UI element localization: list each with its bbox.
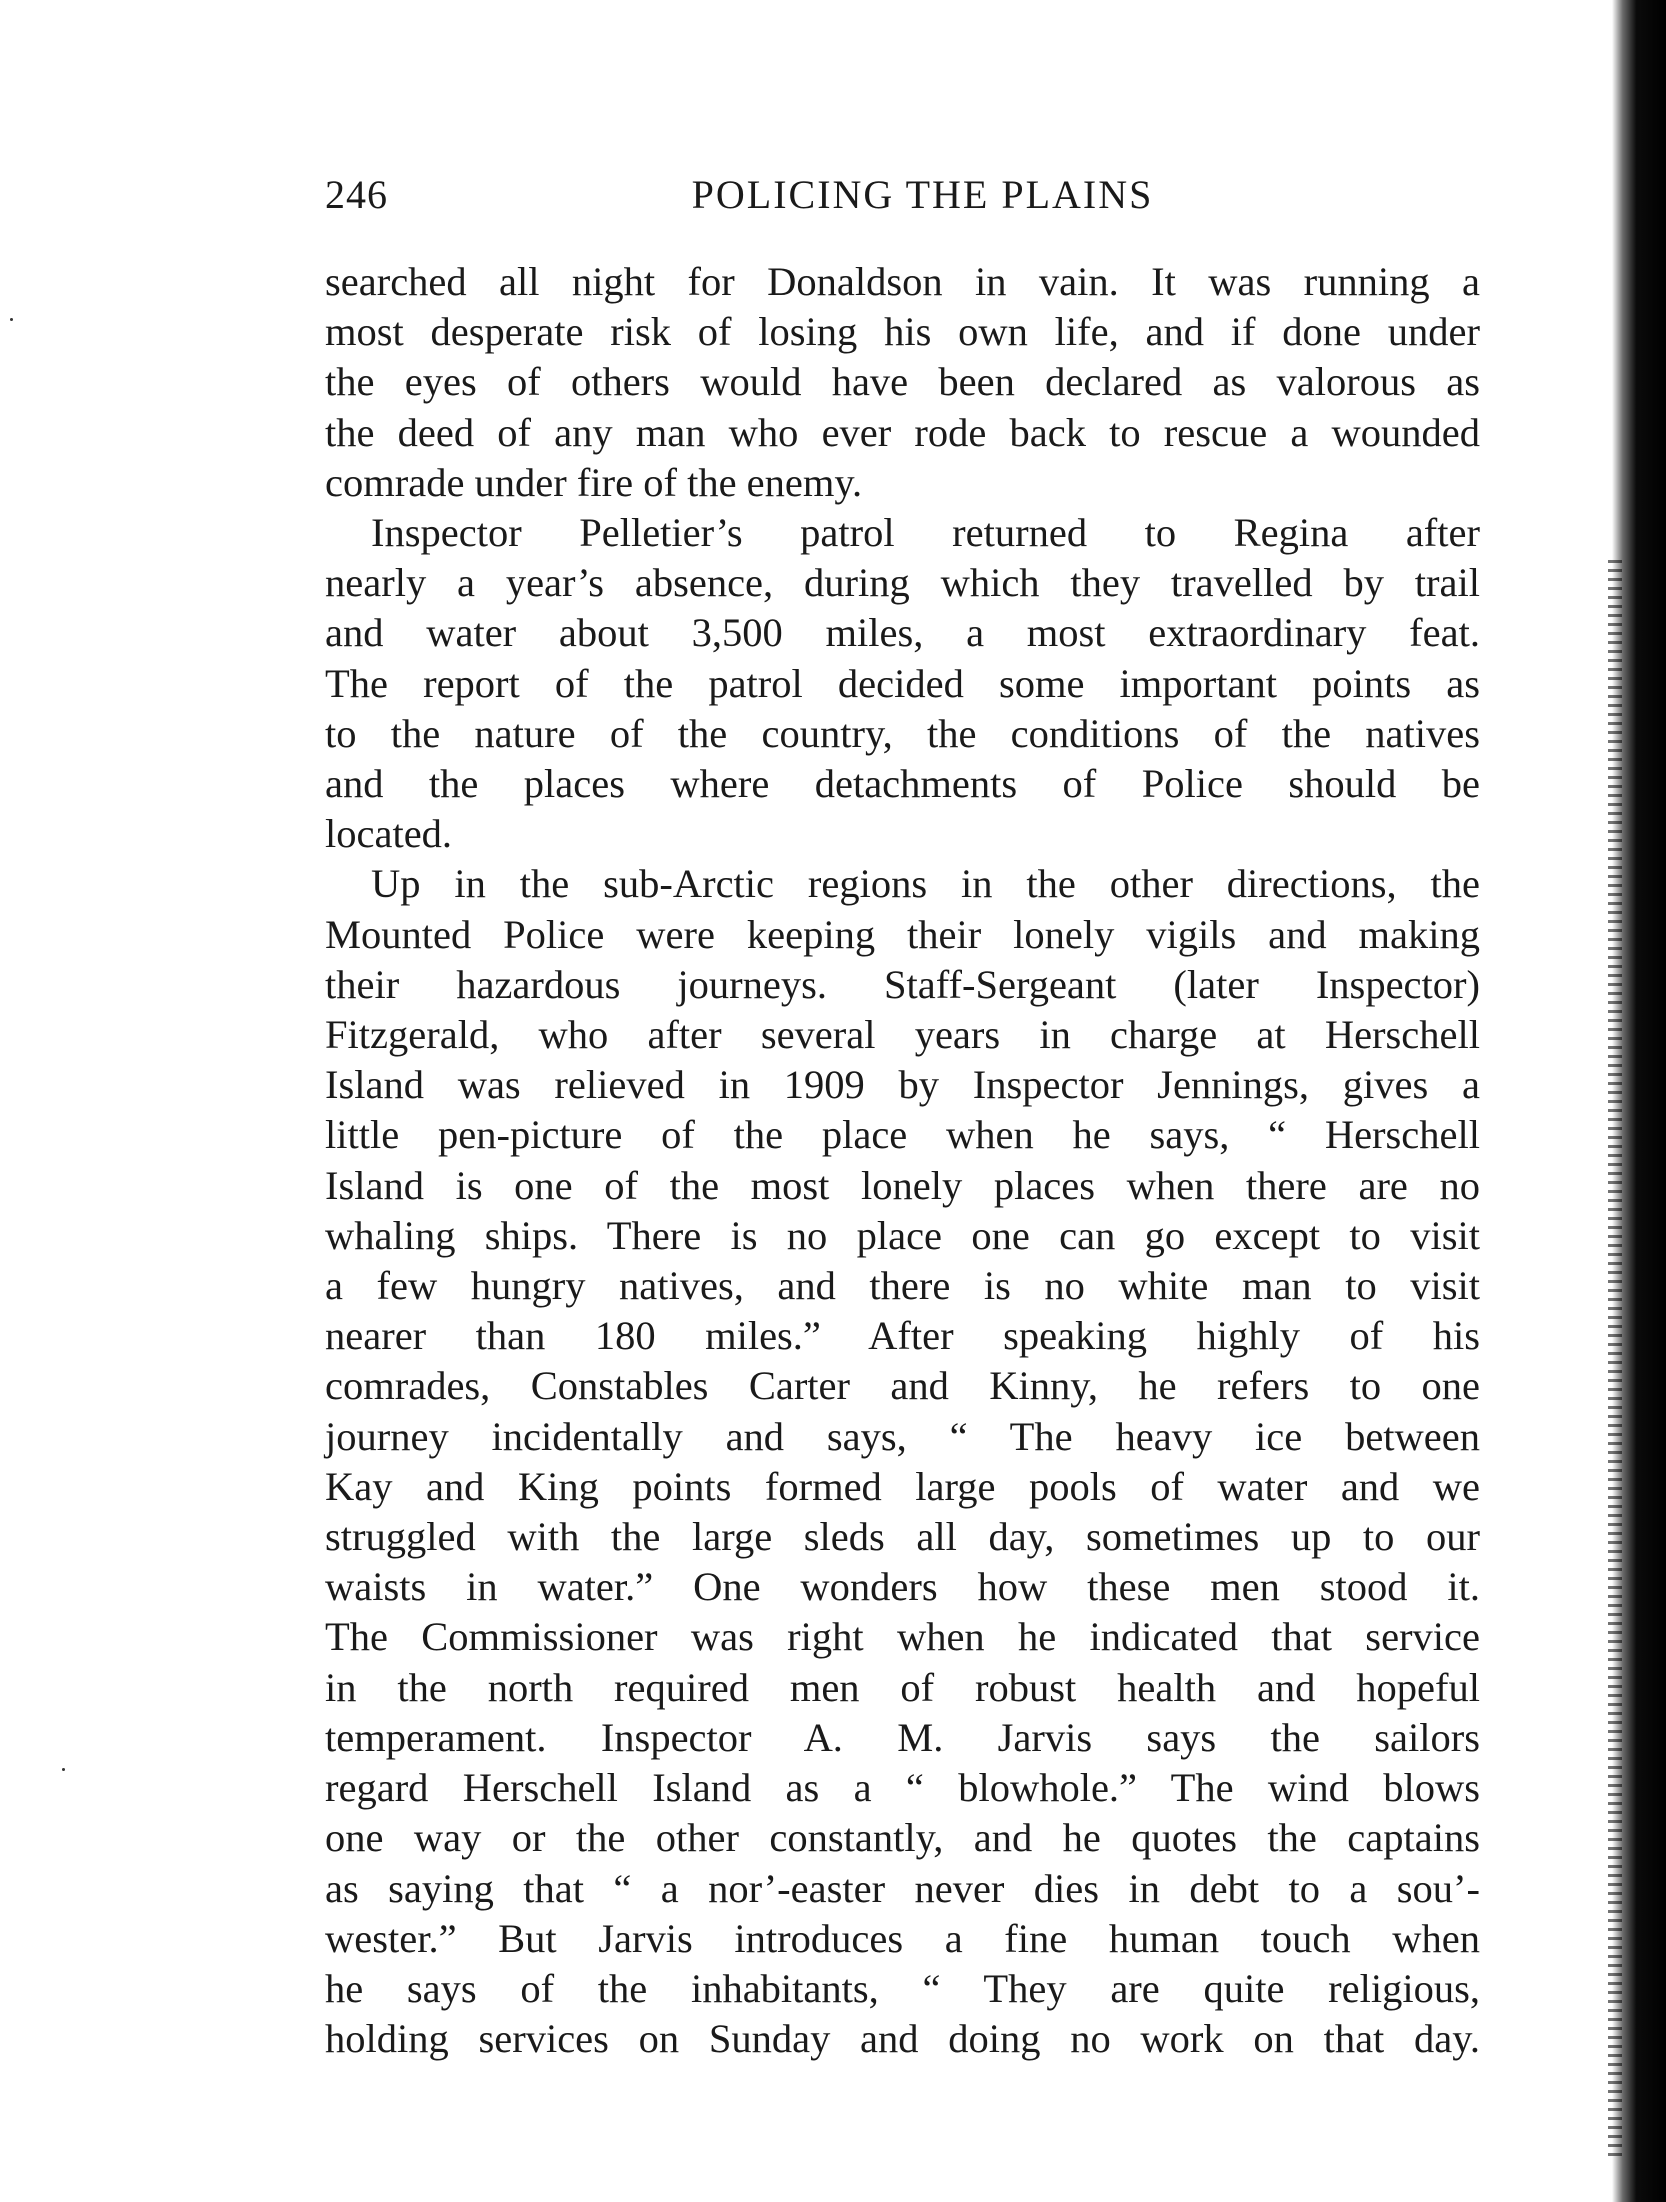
running-head: POLICING THE PLAINS — [691, 172, 1154, 217]
text-line: regard Herschell Island as a “ blowhole.” The wind blows — [325, 1765, 1480, 1811]
page-header — [325, 165, 1480, 225]
text-line: in the north required men of robust health and hopeful — [325, 1664, 1480, 1710]
text-line: Kay and King points formed large pools of water and we — [325, 1463, 1480, 1509]
page-number: 246 — [325, 172, 388, 217]
text-line: comrades, Constables Carter and Kinny, he refers to one — [325, 1363, 1480, 1409]
text-line: the deed of any man who ever rode back to rescue a wounded — [325, 409, 1480, 455]
text-line: Inspector Pelletier’s patrol returned to Regina after — [371, 510, 1480, 556]
text-line: Island is one of the most lonely places when there are no — [325, 1162, 1480, 1208]
text-line: wester.” But Jarvis introduces a fine human touch when — [325, 1915, 1480, 1961]
text-line: waists in water.” One wonders how these men stood it. — [325, 1564, 1480, 1610]
text-line: comrade under fire of the enemy. — [325, 459, 863, 505]
text-line: Island was relieved in 1909 by Inspector Jennings, gives a — [325, 1062, 1480, 1108]
text-line: struggled with the large sleds all day, sometimes up to our — [325, 1514, 1480, 1560]
text-line: holding services on Sunday and doing no work on that day. — [325, 2016, 1480, 2062]
text-line: and the places where detachments of Police should be — [325, 761, 1480, 807]
text-line: whaling ships. There is no place one can go except to visit — [325, 1212, 1480, 1258]
text-line: The Commissioner was right when he indicated that service — [325, 1614, 1480, 1660]
paragraph-2 — [325, 508, 1480, 859]
text-line: to the nature of the country, the conditions of the natives — [325, 710, 1480, 756]
text-line: journey incidentally and says, “ The heavy ice between — [325, 1413, 1480, 1459]
text-line: temperament. Inspector A. M. Jarvis says the sailors — [325, 1714, 1480, 1760]
text-line: a few hungry natives, and there is no white man to visit — [325, 1263, 1480, 1309]
text-line: most desperate risk of losing his own life, and if done under — [325, 309, 1480, 355]
scan-speck — [62, 1768, 65, 1771]
text-line: Mounted Police were keeping their lonely vigils and making — [325, 911, 1480, 957]
text-line: searched all night for Donaldson in vain. It was running a — [325, 259, 1480, 304]
paragraph-1 — [325, 257, 1480, 508]
text-line: little pen-picture of the place when he says, “ Herschell — [325, 1112, 1480, 1158]
page-edge-texture — [1608, 560, 1622, 2160]
paragraph-3 — [325, 859, 1480, 2064]
text-line: nearer than 180 miles.” After speaking highly of his — [325, 1313, 1480, 1359]
text-line: and water about 3,500 miles, a most extraordinary feat. — [325, 610, 1480, 656]
body-text — [325, 257, 1480, 2064]
text-line: Fitzgerald, who after several years in charge at Herschell — [325, 1012, 1480, 1058]
text-line: as saying that “ a nor’-easter never dies in debt to a sou’- — [325, 1865, 1480, 1911]
scan-speck — [10, 318, 13, 321]
text-line: located. — [325, 811, 453, 857]
text-line: one way or the other constantly, and he quotes the captains — [325, 1815, 1480, 1861]
text-line: The report of the patrol decided some important points as — [325, 660, 1480, 706]
text-line: the eyes of others would have been declared as valorous as — [325, 359, 1480, 405]
text-line: Up in the sub-Arctic regions in the other directions, the — [371, 861, 1480, 907]
text-line: he says of the inhabitants, “ They are quite religious, — [325, 1965, 1480, 2011]
text-line: nearly a year’s absence, during which they travelled by trail — [325, 560, 1480, 606]
text-line: their hazardous journeys. Staff-Sergeant (later Inspector) — [325, 961, 1480, 1007]
